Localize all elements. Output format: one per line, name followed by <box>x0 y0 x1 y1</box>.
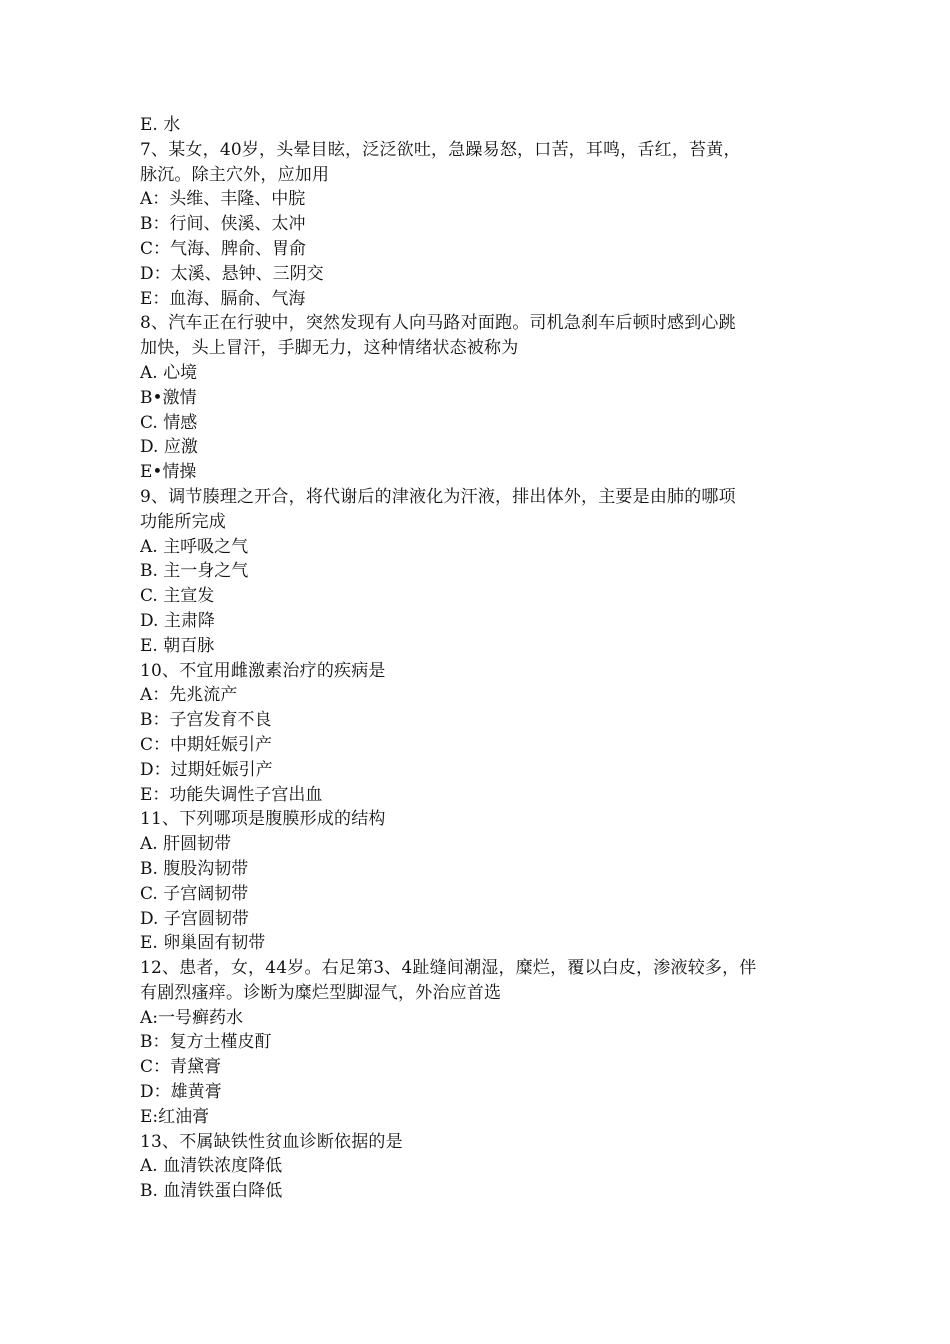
answer-option: E. 卵巢固有韧带 <box>140 933 266 954</box>
answer-option: C. 子宫阔韧带 <box>140 883 249 904</box>
answer-option: B•激情 <box>140 387 197 408</box>
answer-option: A:一号癣药水 <box>140 1007 244 1028</box>
answer-option: C：青黛膏 <box>140 1057 222 1078</box>
question-text-line: 有剧烈瘙痒。诊断为糜烂型脚湿气，外治应首选 <box>140 982 502 1003</box>
answer-option: D. 应激 <box>140 437 198 458</box>
answer-option: B. 主一身之气 <box>140 561 249 582</box>
answer-option: A. 血清铁浓度降低 <box>140 1156 283 1177</box>
answer-option: B：复方土槿皮酊 <box>140 1032 272 1053</box>
answer-option: C：中期妊娠引产 <box>140 734 273 755</box>
question-text-line: 7、某女，40岁，头晕目眩，泛泛欲吐，急躁易怒，口苦，耳鸣，舌红，苔黄， <box>140 139 741 160</box>
answer-option: E:红油膏 <box>140 1106 210 1127</box>
answer-option: D. 子宫圆韧带 <box>140 908 249 929</box>
question-text-line: 11、下列哪项是腹膜形成的结构 <box>140 809 386 830</box>
answer-option: E：功能失调性子宫出血 <box>140 784 323 805</box>
answer-option: B. 腹股沟韧带 <box>140 858 249 879</box>
answer-option: A. 主呼吸之气 <box>140 536 249 557</box>
answer-option: C：气海、脾俞、胃俞 <box>140 238 307 259</box>
question-text-line: 13、不属缺铁性贫血诊断依据的是 <box>140 1131 403 1152</box>
answer-option: A：头维、丰隆、中脘 <box>140 189 306 210</box>
question-text-line: 加快，头上冒汗，手脚无力，这种情绪状态被称为 <box>140 338 519 359</box>
answer-option: A. 肝圆韧带 <box>140 834 232 855</box>
answer-option: E. 水 <box>140 115 181 135</box>
answer-option: B：子宫发育不良 <box>140 710 272 731</box>
answer-option: E•情操 <box>140 462 197 483</box>
answer-option: B：行间、侠溪、太冲 <box>140 214 306 235</box>
answer-option: D：太溪、悬钟、三阴交 <box>140 263 324 284</box>
answer-option: C. 情感 <box>140 412 198 433</box>
question-text-line: 9、调节腠理之开合，将代谢后的津液化为汗液，排出体外，主要是由肺的哪项 <box>140 486 736 507</box>
question-text-line: 脉沉。除主穴外，应加用 <box>140 164 330 185</box>
answer-option: E. 朝百脉 <box>140 635 215 656</box>
question-text-line: 8、汽车正在行驶中，突然发现有人向马路对面跑。司机急刹车后顿时感到心跳 <box>140 313 736 334</box>
answer-option: D：过期妊娠引产 <box>140 759 273 780</box>
answer-option: C. 主宣发 <box>140 586 215 607</box>
question-text-line: 10、不宜用雌激素治疗的疾病是 <box>140 660 386 681</box>
document-page <box>140 113 830 1204</box>
answer-option: A. 心境 <box>140 362 198 383</box>
answer-option: A：先兆流产 <box>140 685 238 706</box>
answer-option: B. 血清铁蛋白降低 <box>140 1181 283 1202</box>
answer-option: D. 主肃降 <box>140 610 215 631</box>
question-text-line: 功能所完成 <box>140 511 226 532</box>
answer-option: D：雄黄膏 <box>140 1082 222 1103</box>
answer-option: E：血海、膈俞、气海 <box>140 288 306 309</box>
question-text-line: 12、患者，女，44岁。右足第3、4趾缝间潮湿，糜烂，覆以白皮，渗液较多，伴 <box>140 958 757 979</box>
